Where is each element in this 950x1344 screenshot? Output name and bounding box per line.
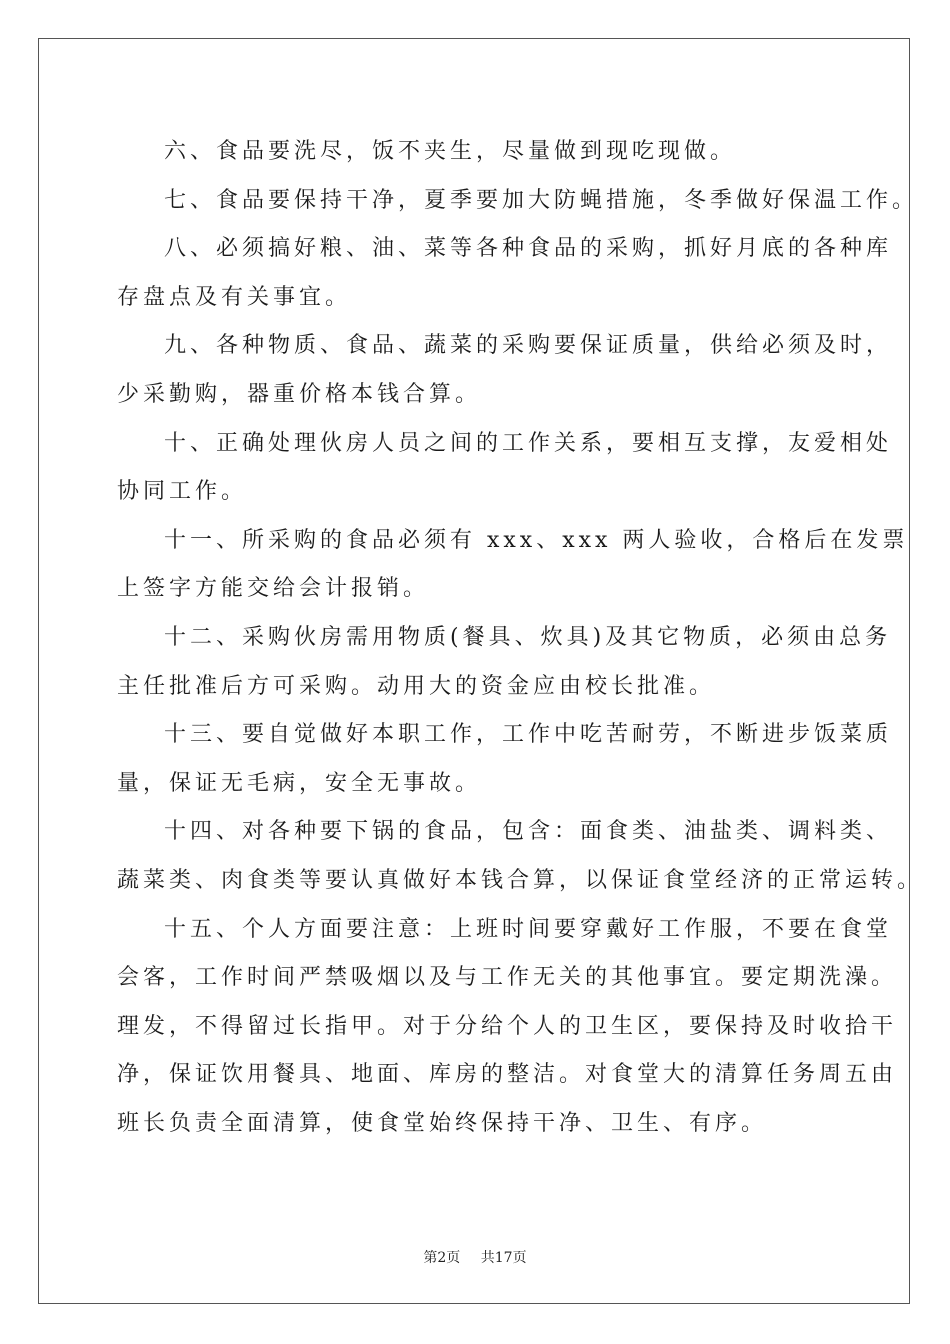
paragraph-10 [117, 420, 893, 517]
paragraph-line: 十、正确处理伙房人员之间的工作关系，要相互支撑，友爱相处 [164, 430, 893, 456]
paragraph-8 [117, 225, 893, 322]
paragraph-15 [117, 906, 898, 1149]
paragraph-6 [117, 128, 852, 177]
paragraph-line: 十四、对各种要下锅的食品，包含：面食类、油盐类、调料类、 [164, 819, 893, 845]
paragraph-line: 八、必须搞好粮、油、菜等各种食品的采购，抓好月底的各种库 [164, 236, 893, 262]
page-footer [0, 1247, 950, 1267]
paragraph-line: 存盘点及有关事宜。 [117, 284, 352, 310]
paragraph-line: 量，保证无毛病，安全无事故。 [117, 770, 482, 796]
paragraph-11 [117, 517, 909, 614]
paragraph-line: 六、食品要洗尽，饭不夹生，尽量做到现吃现做。 [164, 139, 737, 164]
paragraph-line: 十一、所采购的食品必须有 xxx、xxx 两人验收，合格后在发票 [164, 527, 909, 553]
paragraph-9 [117, 322, 893, 419]
paragraph-line: 十三、要自觉做好本职工作，工作中吃苦耐劳，不断进步饭菜质 [164, 722, 893, 748]
paragraph-line: 主任批准后方可采购。动用大的资金应由校长批准。 [117, 673, 716, 699]
paragraph-line: 十二、采购伙房需用物质(餐具、炊具)及其它物质，必须由总务 [164, 624, 892, 650]
paragraph-line: 净，保证饮用餐具、地面、库房的整洁。对食堂大的清算任务周五由 [117, 1062, 898, 1088]
paragraph-line: 少采勤购，器重价格本钱合算。 [117, 381, 482, 407]
page-number: 第2页 [423, 1250, 461, 1266]
paragraph-14 [117, 808, 924, 905]
document-body [117, 128, 924, 1148]
paragraph-line: 班长负责全面清算，使食堂始终保持干净、卫生、有序。 [117, 1110, 768, 1136]
paragraph-13 [117, 711, 893, 808]
paragraph-line: 会客，工作时间严禁吸烟以及与工作无关的其他事宜。要定期洗澡。 [117, 965, 898, 991]
paragraph-line: 七、食品要保持干净，夏季要加大防蝇措施，冬季做好保温工作。 [164, 187, 919, 213]
paragraph-line: 蔬菜类、肉食类等要认真做好本钱合算，以保证食堂经济的正常运转。 [117, 867, 924, 893]
paragraph-line: 九、各种物质、食品、蔬菜的采购要保证质量，供给必须及时， [164, 333, 893, 359]
paragraph-line: 上签字方能交给会计报销。 [117, 576, 430, 602]
paragraph-line: 理发，不得留过长指甲。对于分给个人的卫生区，要保持及时收拾干 [117, 1013, 898, 1039]
paragraph-line: 协同工作。 [117, 479, 248, 505]
paragraph-7 [117, 177, 919, 226]
paragraph-12 [117, 614, 892, 711]
paragraph-line: 十五、个人方面要注意：上班时间要穿戴好工作服，不要在食堂 [164, 916, 893, 942]
page-total: 共17页 [480, 1250, 527, 1266]
